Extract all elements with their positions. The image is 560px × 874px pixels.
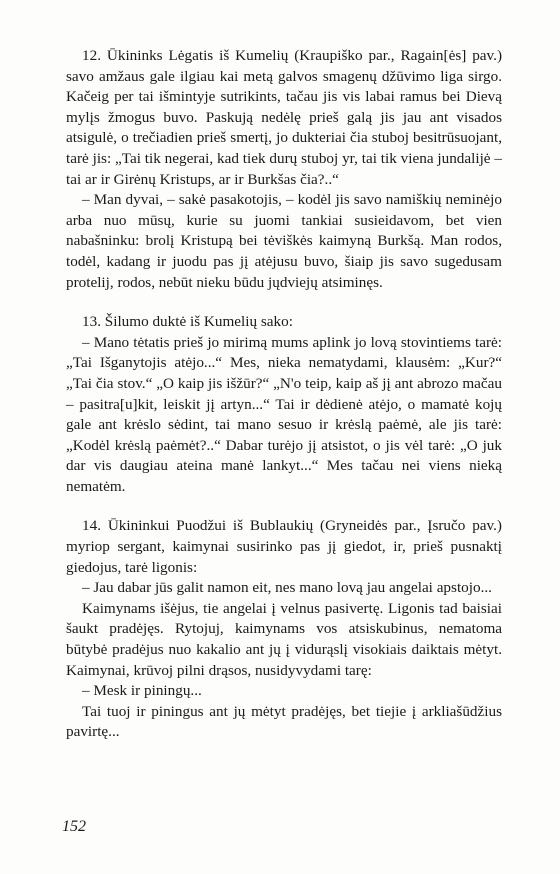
- page-number: 152: [62, 818, 86, 835]
- paragraph: 12. Ūkininks Lėgatis iš Kumelių (Kraupiško par., Ragain[ės] pav.) savo amžaus gale ilgiau kai metą galvos smagenų džūvimo liga sirgo. Kačeig per tai išmintyje sutrikints, tačau jis vis labai ramus bei Dievą mylįs žmogus buvo. Paskują nedėlę prieš galą jis jau ant visados atsigulė, o trečiadien prieš smertį, jo dukteriai čia stuboj besitrūsuojant, tarė jis: „Tai tik negerai, kad tiek durų stuboj yr, tai tik viena jundalijė – tai ar ir Girėnų Kristups, ar ir Burkšas čia?..“: [66, 47, 502, 188]
- paragraph: – Mesk ir piningų...: [82, 682, 202, 700]
- entry-12: [66, 46, 502, 293]
- paragraph: Tai tuoj ir piningus ant jų mėtyt pradėjęs, bet tiejie į arkliašūdžius pavirtę...: [66, 702, 502, 741]
- paragraph: – Man dyvai, – sakė pasakotojis, – kodėl jis savo namiškių neminėjo arba nuo mūsų, kurie su juomi tankiai susieidavom, bet vien nabašninku: brolį Kristupą bei tėviškės kaimyną Burkšą. Man rodos, todėl, kadang ir juodu pas jį atėjusu buvo, šiaip jis savo sugedusam protelij, rodos, nebūt nieku būdu jųdviejų atsiminęs.: [66, 191, 502, 291]
- paragraph: 13. Šilumo duktė iš Kumelių sako:: [82, 313, 293, 331]
- paragraph: – Jau dabar jūs galit namon eit, nes mano lovą jau angelai apstojo...: [82, 579, 492, 597]
- paragraph: 14. Ūkininkui Puodžui iš Bublaukių (Gryneidės par., Įsručo pav.) myriop sergant, kaimynai susirinko pas jį giedot, ir, prieš pusnaktį giedojus, tarė ligonis:: [66, 517, 502, 576]
- entry-13: [66, 312, 502, 497]
- page-text: [66, 46, 502, 762]
- entry-14: [66, 516, 502, 743]
- paragraph: Kaimynams išėjus, tie angelai į velnus pasivertę. Ligonis tad baisiai šaukt pradėjęs. Rytojuj, kaimynams vos atsiskubinus, nematoma būtybė pradėjus nuo kakalio ant jų į vidurąslį visokiais daiktais mėtyt. Kaimynai, krūvoj pilni drąsos, nusidyvydami tarę:: [66, 599, 502, 679]
- paragraph: – Mano tėtatis prieš jo mirimą mums aplink jo lovą stovintiems tarė: „Tai Išganytojis atėjo...“ Mes, nieka nematydami, klausėm: „Kur?“ „Tai čia stov.“ „O kaip jis išžūr?“ „N'o teip, kaip aš jį ant abrozo mačau – pasitra[u]kit, leiskit jį artyn...“ Tai ir dėdienė atėjo, o mamatė kojų gale ant krėslo sėdint, tai mano sesuo ir krėslą paėmė, ale jis tarė: „Kodėl krėslą paėmėt?..“ Dabar turėjo jį atsistot, o jis vėl tarė: „O juk dar vis daugiau ateina manė lankyt...“ Mes tačau nei viens nieką nematėm.: [66, 333, 502, 495]
